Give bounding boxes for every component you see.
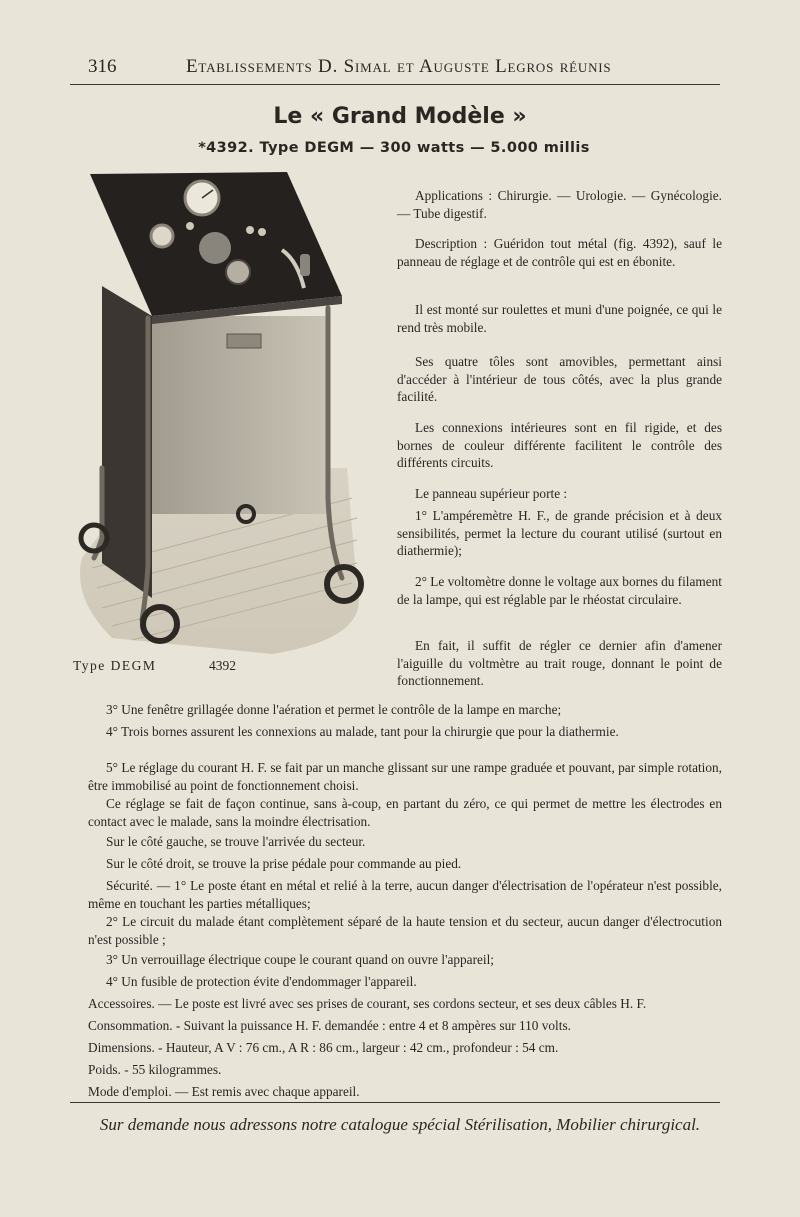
- body-paragraph: 2° Le circuit du malade étant complètement séparé de la haute tension et du secteur, aucun danger d'électrocution n'est possible ;: [88, 914, 722, 948]
- apparatus-photo: [72, 168, 372, 654]
- catalog-footer-note: Sur demande nous adressons notre catalogue spécial Stérilisation, Mobilier chirurgical.: [99, 1115, 701, 1134]
- body-paragraph: 4° Un fusible de protection évite d'endommager l'appareil.: [106, 974, 417, 990]
- body-paragraph: 5° Le réglage du courant H. F. se fait par un manche glissant sur une rampe graduée et pouvant, par simple rotation, être immobilisé au point de fonctionnement choisi.: [88, 760, 722, 794]
- caption-figure-number: 4392: [209, 658, 236, 673]
- accessories-paragraph: Accessoires. — Le poste est livré avec ses prises de courant, ses cordons secteur, et ses deux câbles H. F.: [88, 996, 647, 1012]
- body-paragraph: Ce réglage se fait de façon continue, sans à-coup, en partant du zéro, ce qui permet de mettre les électrodes en contact avec le malade, sans la moindre électrisation.: [88, 796, 722, 830]
- panels-paragraph: Ses quatre tôles sont amovibles, permettant ainsi d'accéder à l'intérieur de tous côtés, avec la plus grande facilité.: [397, 354, 722, 405]
- connections-paragraph: Les connexions intérieures sont en fil rigide, et des bornes de couleur différente facilitent le contrôle des différents circuits.: [397, 420, 722, 471]
- upper-panel-intro: Le panneau supérieur porte :: [415, 486, 568, 502]
- dimensions-paragraph: Dimensions. - Hauteur, A V : 76 cm., A R : 86 cm., largeur : 42 cm., profondeur : 54 cm.: [88, 1040, 559, 1056]
- mobility-paragraph: Il est monté sur roulettes et muni d'une poignée, ce qui le rend très mobile.: [397, 302, 722, 335]
- security-paragraph: Sécurité. — 1° Le poste étant en métal et relié à la terre, aucun danger d'électrisation de l'opérateur n'est possible, même en touchant les parties métalliques;: [88, 878, 722, 912]
- page-number: 316: [88, 56, 117, 77]
- weight-paragraph: Poids. - 55 kilogrammes.: [88, 1062, 222, 1078]
- header-rule: [70, 84, 720, 85]
- applications-paragraph: Applications : Chirurgie. — Urologie. — Gynécologie. — Tube digestif.: [397, 188, 722, 221]
- body-paragraph: 3° Une fenêtre grillagée donne l'aération et permet le contrôle de la lampe en marche;: [106, 702, 562, 718]
- body-paragraph: 4° Trois bornes assurent les connexions au malade, tant pour la chirurgie que pour la diathermie.: [106, 724, 619, 740]
- model-subtitle: *4392. Type DEGM — 300 watts — 5.000 millis: [198, 140, 590, 156]
- body-paragraph: Sur le côté gauche, se trouve l'arrivée du secteur.: [106, 834, 366, 850]
- running-head: [88, 56, 720, 80]
- page-title: Le « Grand Modèle »: [273, 104, 527, 129]
- caption-type: Type DEGM: [73, 658, 157, 673]
- operation-paragraph: En fait, il suffit de régler ce dernier afin d'amener l'aiguille du voltmètre au trait rouge, donnant le point de fonctionnement.: [397, 638, 722, 689]
- voltmeter-paragraph: 2° Le voltomètre donne le voltage aux bornes du filament de la lampe, qui est réglable par le rhéostat circulaire.: [397, 574, 722, 607]
- running-title: Etablissements D. Simal et Auguste Legros réunis: [186, 56, 612, 77]
- body-paragraph: Sur le côté droit, se trouve la prise pédale pour commande au pied.: [106, 856, 462, 872]
- consumption-paragraph: Consommation. - Suivant la puissance H. F. demandée : entre 4 et 8 ampères sur 110 volts.: [88, 1018, 571, 1034]
- ammeter-paragraph: 1° L'ampéremètre H. F., de grande précision et à deux sensibilités, permet la lecture du courant utilisé (surtout en diathermie);: [397, 508, 722, 559]
- description-paragraph: Description : Guéridon tout métal (fig. 4392), sauf le panneau de réglage et de contrôle qui est en ébonite.: [397, 236, 722, 269]
- footer-rule: [70, 1102, 720, 1103]
- instructions-paragraph: Mode d'emploi. — Est remis avec chaque appareil.: [88, 1084, 360, 1100]
- body-paragraph: 3° Un verrouillage électrique coupe le courant quand on ouvre l'appareil;: [106, 952, 494, 968]
